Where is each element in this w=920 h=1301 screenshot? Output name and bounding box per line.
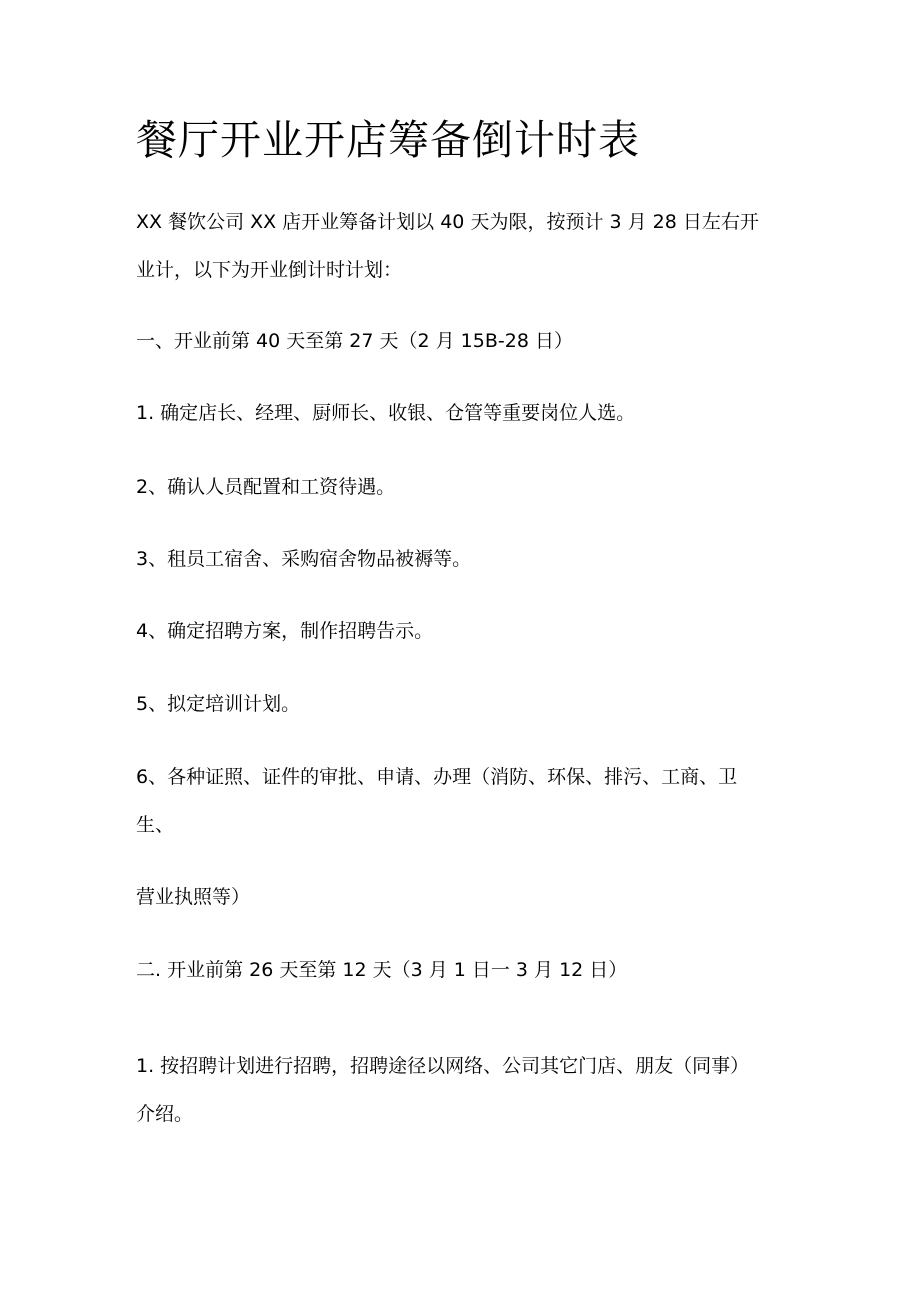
section-1-item-5: 5、拟定培训计划。 <box>136 693 301 715</box>
document-title: 餐厅开业开店筹备倒计时表 <box>136 116 640 164</box>
intro-line-1: XX 餐饮公司 XX 店开业筹备计划以 40 天为限，按预计 3 月 28 日左右开 <box>136 211 759 233</box>
section-2-item-1-line-1: 1. 按招聘计划进行招聘，招聘途径以网络、公司其它门店、朋友（同事） <box>136 1055 750 1077</box>
section-1-item-6-line-2: 生、 <box>136 814 175 836</box>
section-1-item-1: 1. 确定店长、经理、厨师长、收银、仓管等重要岗位人选。 <box>136 402 636 424</box>
section-1-item-4: 4、确定招聘方案，制作招聘告示。 <box>136 620 434 642</box>
section-1-item-6-line-1: 6、各种证照、证件的审批、申请、办理（消防、环保、排污、工商、卫 <box>136 766 738 788</box>
intro-line-2: 业计，以下为开业倒计时计划： <box>136 259 403 281</box>
section-1-item-2: 2、确认人员配置和工资待遇。 <box>136 476 396 498</box>
section-1-item-3: 3、租员工宿舍、采购宿舍物品被褥等。 <box>136 548 472 570</box>
section-2-heading: 二. 开业前第 26 天至第 12 天（3 月 1 日一 3 月 12 日） <box>136 959 628 981</box>
section-2-item-1-line-2: 介绍。 <box>136 1103 194 1125</box>
section-1-heading: 一、开业前第 40 天至第 27 天（2 月 15B-28 日） <box>136 330 573 352</box>
section-1-item-6-line-3: 营业执照等） <box>136 886 251 908</box>
